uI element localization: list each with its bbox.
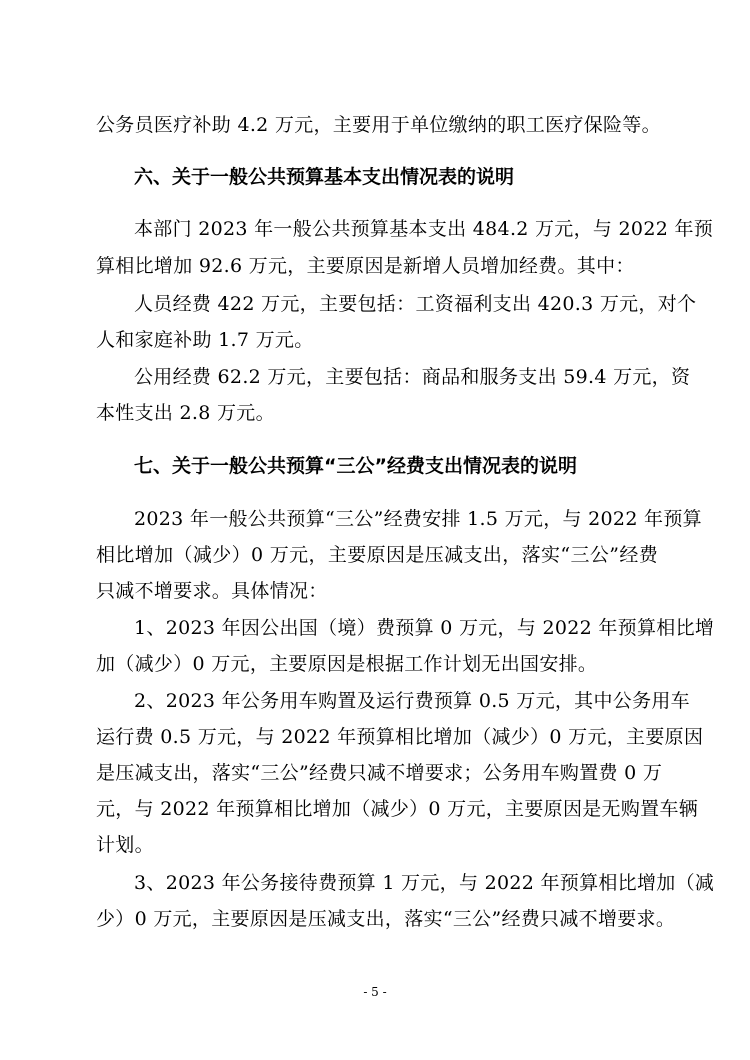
paragraph-line: 相比增加（减少）0 万元，主要原因是压减支出，落实“三公”经费 (96, 544, 658, 566)
text-line: 公务员医疗补助 4.2 万元，主要用于单位缴纳的职工医疗保险等。 (96, 114, 661, 136)
paragraph-line: 1、2023 年因公出国（境）费预算 0 万元，与 2022 年预算相比增 (134, 617, 715, 639)
section-heading-seven: 七、关于一般公共预算“三公”经费支出情况表的说明 (134, 455, 577, 477)
paragraph-line: 运行费 0.5 万元，与 2022 年预算相比增加（减少）0 万元，主要原因 (96, 726, 704, 748)
paragraph-line: 公用经费 62.2 万元，主要包括：商品和服务支出 59.4 万元，资 (134, 366, 691, 388)
paragraph-line: 只减不增要求。具体情况： (96, 580, 328, 602)
section-heading-six: 六、关于一般公共预算基本支出情况表的说明 (134, 166, 515, 188)
paragraph-line: 少）0 万元，主要原因是压减支出，落实“三公”经费只减不增要求。 (96, 908, 676, 930)
paragraph-line: 算相比增加 92.6 万元，主要原因是新增人员增加经费。其中： (96, 255, 635, 277)
paragraph-line: 是压减支出，落实“三公”经费只减不增要求；公务用车购置费 0 万 (96, 762, 663, 784)
paragraph-line: 2、2023 年公务用车购置及运行费预算 0.5 万元，其中公务用车 (134, 690, 690, 712)
paragraph-line: 加（减少）0 万元，主要原因是根据工作计划无出国安排。 (96, 653, 598, 675)
paragraph-line: 本性支出 2.8 万元。 (96, 402, 275, 424)
paragraph-line: 计划。 (96, 834, 154, 856)
paragraph-line: 3、2023 年公务接待费预算 1 万元，与 2022 年预算相比增加（减 (134, 872, 715, 894)
paragraph-line: 2023 年一般公共预算“三公”经费安排 1.5 万元，与 2022 年预算 (134, 508, 702, 530)
page-number: - 5 - (363, 985, 387, 999)
paragraph-line: 元，与 2022 年预算相比增加（减少）0 万元，主要原因是无购置车辆 (96, 798, 699, 820)
paragraph-line: 人员经费 422 万元，主要包括：工资福利支出 420.3 万元，对个 (134, 293, 697, 315)
paragraph-line: 人和家庭补助 1.7 万元。 (96, 329, 314, 351)
paragraph-line: 本部门 2023 年一般公共预算基本支出 484.2 万元，与 2022 年预 (134, 218, 714, 240)
